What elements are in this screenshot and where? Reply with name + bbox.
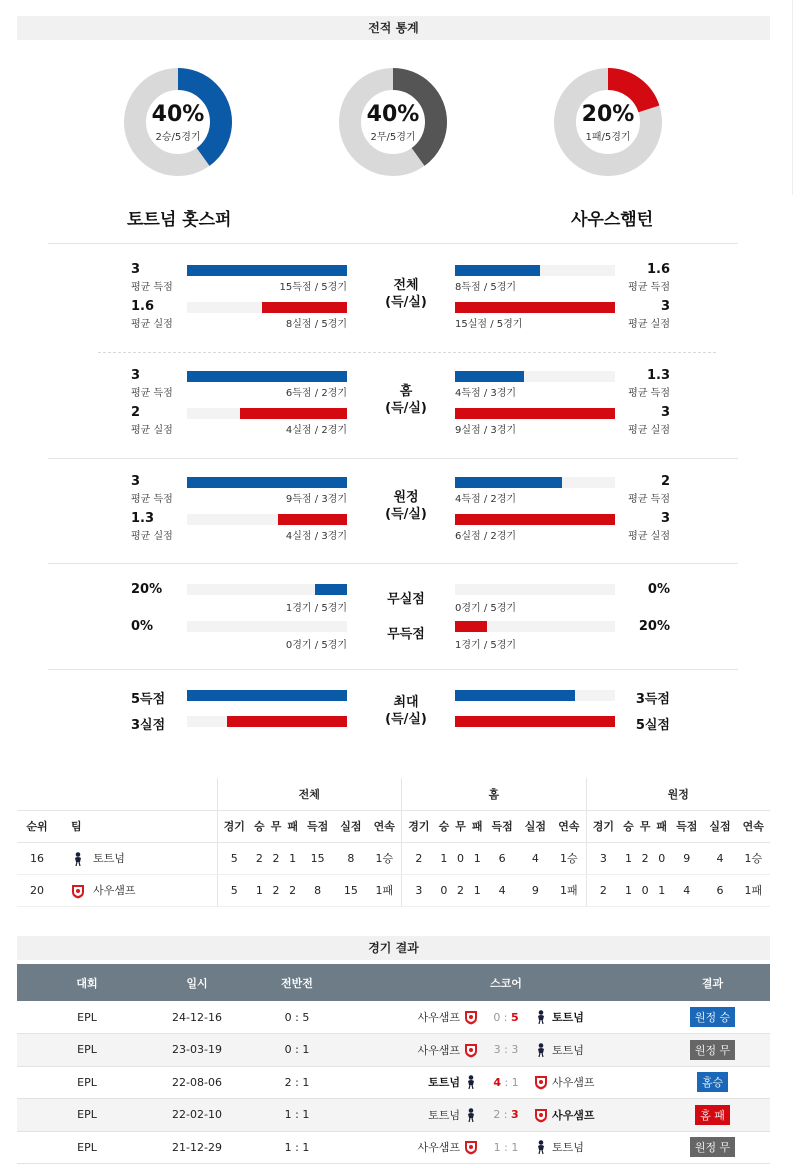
home-home-label: 평균 득점 [131, 388, 173, 399]
clean-home-caption: 1경기 / 5경기 [285, 603, 347, 614]
home-stat: 2 [402, 842, 436, 874]
away-home-label: 평균 득점 [131, 494, 173, 505]
clean-sheet-label: 무실점 [387, 592, 425, 607]
result-cell [655, 1099, 770, 1132]
group-away: 원정 [586, 778, 770, 810]
half-time-score: 1 : 1 [237, 1099, 357, 1132]
result-row [17, 1066, 770, 1099]
result-badge: 원정 승 [690, 1007, 735, 1027]
away-team-name: 사우스햄턴 [571, 210, 654, 230]
away-home-value: 1.3 [131, 511, 155, 526]
col-loss: 패 [469, 810, 486, 842]
home-stat: 3 [402, 874, 436, 906]
max-home-value: 5득점 [131, 692, 166, 707]
col-goals-for: 득점 [670, 810, 703, 842]
overall-label [368, 277, 444, 311]
overall-home-bar-track [187, 265, 347, 276]
spurs-crest-icon [530, 1042, 552, 1058]
half-time-score: 0 : 1 [237, 1034, 357, 1067]
score [357, 1107, 655, 1123]
result-badge: 홈승 [697, 1072, 728, 1092]
away-home-bar-track [187, 514, 347, 525]
draw-pct: 40% [366, 102, 420, 127]
col-goals-against: 실점 [703, 810, 736, 842]
rank: 20 [17, 874, 57, 906]
overall-stat: 2 [268, 842, 285, 874]
away-stat: 0 [637, 874, 654, 906]
away-stat: 1 [620, 842, 637, 874]
divider [98, 352, 716, 353]
overall-home-bar-fill [187, 265, 347, 276]
overall-home-value: 1.6 [131, 299, 155, 314]
away-team: 토트넘 [552, 1043, 584, 1057]
away-home-value: 3 [131, 474, 141, 489]
away-stat: 6 [703, 874, 736, 906]
away-stat: 1 [620, 874, 637, 906]
away-stat: 3 [586, 842, 620, 874]
score-cell [357, 1099, 655, 1132]
clean-away-caption: 0경기 / 5경기 [455, 603, 517, 614]
overall-home-caption: 15득점 / 5경기 [279, 282, 347, 293]
record-heading: 전적 통계 [17, 16, 770, 40]
win-donut [124, 68, 232, 176]
home-home-value: 2 [131, 405, 141, 420]
away-goals: 3 [511, 1108, 519, 1122]
overall-home-caption: 8실점 / 5경기 [285, 319, 347, 330]
clean-home-bar-fill [315, 584, 347, 595]
col-draw: 무 [268, 810, 285, 842]
full-time-score: 2 : 3 [493, 1108, 519, 1122]
home-label-line: (득/실) [385, 401, 427, 416]
overall-stat: 1패 [368, 874, 402, 906]
score [357, 1042, 655, 1058]
max-home-bar-fill [227, 716, 347, 727]
col-date: 일시 [157, 964, 237, 1001]
clean-away-bar-track [455, 584, 615, 595]
overall-home-label: 평균 실점 [131, 319, 173, 330]
clean-away-bar-fill [455, 621, 487, 632]
overall-stat: 8 [334, 842, 367, 874]
saints-crest-icon [460, 1139, 482, 1155]
team-cell[interactable] [57, 874, 217, 906]
standings-table [17, 778, 770, 907]
max-label-line: 최대 [393, 695, 419, 710]
away-goals: 3 [511, 1043, 519, 1057]
col-goals-against: 실점 [519, 810, 552, 842]
overall-away-bar-fill [455, 265, 540, 276]
col-goals-against: 실점 [334, 810, 367, 842]
home-team-name: 토트넘 홋스퍼 [127, 210, 232, 230]
max-home-value: 3실점 [131, 718, 166, 733]
result-row [17, 1131, 770, 1164]
spurs-crest-icon [530, 1139, 552, 1155]
match-date: 22-08-06 [157, 1066, 237, 1099]
loss-donut [554, 68, 662, 176]
home-team: 사우샘프 [417, 1141, 460, 1155]
away-home-label: 평균 실점 [131, 531, 173, 542]
home-away-bar-track [455, 371, 615, 382]
max-label-line: (득/실) [385, 712, 427, 727]
half-time-score: 1 : 1 [237, 1131, 357, 1164]
score [357, 1139, 655, 1155]
overall-home-bar-track [187, 302, 347, 313]
result-cell [655, 1001, 770, 1034]
score-cell [357, 1001, 655, 1034]
away-away-value: 3 [660, 511, 670, 526]
home-stat: 0 [436, 874, 453, 906]
col-half: 전반전 [237, 964, 357, 1001]
home-stat: 0 [452, 842, 469, 874]
home-goals: 2 [493, 1108, 501, 1122]
home-home-caption: 4실점 / 2경기 [285, 425, 347, 436]
home-home-bar-track [187, 371, 347, 382]
col-streak: 연속 [552, 810, 586, 842]
league: EPL [17, 1131, 157, 1164]
col-draw: 무 [452, 810, 469, 842]
home-goals: 3 [493, 1043, 501, 1057]
failed-to-score-label: 무득점 [387, 627, 425, 642]
score-cell [357, 1034, 655, 1067]
divider [48, 563, 738, 564]
clean-away-bar-track [455, 621, 615, 632]
home-stat: 1 [469, 842, 486, 874]
home-stat: 4 [486, 874, 519, 906]
away-label-line: (득/실) [385, 507, 427, 522]
saints-crest-icon [71, 883, 85, 899]
max-label [368, 694, 444, 728]
results-table [17, 964, 770, 1164]
league: EPL [17, 1034, 157, 1067]
half-time-score: 0 : 5 [237, 1001, 357, 1034]
score-cell [357, 1131, 655, 1164]
home-stat: 9 [519, 874, 552, 906]
rank: 16 [17, 842, 57, 874]
home-home-caption: 6득점 / 2경기 [285, 388, 347, 399]
col-goals-for: 득점 [486, 810, 519, 842]
away-label-line: 원정 [393, 490, 419, 505]
away-away-label: 평균 득점 [628, 494, 670, 505]
match-date: 21-12-29 [157, 1131, 237, 1164]
overall-away-bar-fill [455, 302, 615, 313]
max-home-bar-track [187, 716, 347, 727]
max-away-bar-fill [455, 690, 575, 701]
col-streak: 연속 [737, 810, 770, 842]
away-stat: 1승 [737, 842, 770, 874]
scrollbar[interactable] [792, 0, 800, 195]
draw-count: 2무/5경기 [370, 132, 416, 143]
home-home-bar-track [187, 408, 347, 419]
full-time-score: 3 : 3 [493, 1043, 519, 1057]
home-stat: 1패 [552, 874, 586, 906]
standings-row [17, 842, 770, 874]
max-away-value: 3득점 [635, 692, 670, 707]
home-stat: 1 [469, 874, 486, 906]
away-stat: 1패 [737, 874, 770, 906]
spurs-crest-icon [530, 1009, 552, 1025]
home-stat: 1 [436, 842, 453, 874]
home-home-bar-fill [240, 408, 347, 419]
match-date: 22-02-10 [157, 1099, 237, 1132]
result-cell [655, 1034, 770, 1067]
home-goals: 0 [493, 1010, 501, 1024]
spurs-crest-icon [71, 851, 85, 867]
col-league: 대회 [17, 964, 157, 1001]
home-team: 사우샘프 [417, 1043, 460, 1057]
clean-home-caption: 0경기 / 5경기 [285, 640, 347, 651]
match-date: 24-12-16 [157, 1001, 237, 1034]
standings-row [17, 874, 770, 906]
col-score: 스코어 [357, 964, 655, 1001]
away-stat: 4 [703, 842, 736, 874]
result-row [17, 1001, 770, 1034]
col-streak: 연속 [368, 810, 402, 842]
away-team: 토트넘 [552, 1141, 584, 1155]
clean-home-bar-track [187, 584, 347, 595]
away-away-label: 평균 실점 [628, 531, 670, 542]
results-heading: 경기 결과 [17, 936, 770, 960]
win-count: 2승/5경기 [155, 132, 201, 143]
away-away-bar-fill [455, 477, 562, 488]
col-games: 경기 [402, 810, 436, 842]
result-badge: 홈 패 [695, 1105, 730, 1125]
col-draw: 무 [637, 810, 654, 842]
home-team: 토트넘 [428, 1108, 460, 1122]
clean-away-value: 0% [647, 582, 670, 597]
home-away-value: 1.3 [646, 368, 670, 383]
overall-stat: 1승 [368, 842, 402, 874]
home-home-label: 평균 실점 [131, 425, 173, 436]
col-loss: 패 [653, 810, 670, 842]
home-home-value: 3 [131, 368, 141, 383]
overall-stat: 5 [217, 874, 251, 906]
result-row [17, 1099, 770, 1132]
overall-stat: 15 [334, 874, 367, 906]
away-away-caption: 4득점 / 2경기 [455, 494, 517, 505]
overall-home-label: 평균 득점 [131, 282, 173, 293]
col-goals-for: 득점 [301, 810, 334, 842]
half-time-score: 2 : 1 [237, 1066, 357, 1099]
overall-home-value: 3 [131, 262, 141, 277]
full-time-score: 0 : 5 [493, 1010, 519, 1024]
league: EPL [17, 1099, 157, 1132]
home-stat: 1승 [552, 842, 586, 874]
overall-stat: 1 [251, 874, 268, 906]
overall-stat: 15 [301, 842, 334, 874]
overall-label-line: (득/실) [385, 295, 427, 310]
divider [48, 458, 738, 459]
away-stat: 2 [586, 874, 620, 906]
away-stat: 9 [670, 842, 703, 874]
away-stat: 1 [653, 874, 670, 906]
home-away-label: 평균 실점 [628, 425, 670, 436]
divider [48, 243, 738, 244]
home-team: 사우샘프 [417, 1011, 460, 1024]
col-team: 팀 [57, 810, 217, 842]
home-away-bar-track [455, 408, 615, 419]
overall-away-label: 평균 실점 [628, 319, 670, 330]
overall-stat: 2 [251, 842, 268, 874]
away-label [368, 489, 444, 523]
col-result: 결과 [655, 964, 770, 1001]
saints-crest-icon [530, 1107, 552, 1123]
group-home: 홈 [402, 778, 587, 810]
score [357, 1009, 655, 1025]
overall-away-bar-track [455, 302, 615, 313]
home-stat: 2 [452, 874, 469, 906]
away-away-bar-fill [455, 514, 615, 525]
col-loss: 패 [284, 810, 301, 842]
home-stat: 4 [519, 842, 552, 874]
home-away-bar-fill [455, 371, 524, 382]
overall-away-bar-track [455, 265, 615, 276]
away-home-bar-fill [278, 514, 347, 525]
team-cell[interactable] [57, 842, 217, 874]
draw-donut [339, 68, 447, 176]
max-away-bar-track [455, 690, 615, 701]
home-away-bar-fill [455, 408, 615, 419]
result-cell [655, 1066, 770, 1099]
col-win: 승 [620, 810, 637, 842]
home-away-caption: 9실점 / 3경기 [455, 425, 517, 436]
saints-crest-icon [530, 1074, 552, 1090]
overall-away-label: 평균 득점 [628, 282, 670, 293]
saints-crest-icon [460, 1009, 482, 1025]
overall-stat: 2 [284, 874, 301, 906]
group-overall: 전체 [217, 778, 402, 810]
team-name: 사우샘프 [93, 883, 136, 897]
score [357, 1074, 655, 1090]
away-away-value: 2 [660, 474, 670, 489]
away-team: 토트넘 [552, 1011, 584, 1024]
max-away-bar-fill [455, 716, 615, 727]
clean-away-value: 20% [638, 619, 670, 634]
home-away-label: 평균 득점 [628, 388, 670, 399]
max-away-bar-track [455, 716, 615, 727]
away-stat: 0 [653, 842, 670, 874]
saints-crest-icon [460, 1042, 482, 1058]
win-pct: 40% [151, 102, 205, 127]
match-date: 23-03-19 [157, 1034, 237, 1067]
home-home-bar-fill [187, 371, 347, 382]
home-label [368, 383, 444, 417]
overall-away-caption: 15실점 / 5경기 [455, 319, 523, 330]
overall-away-value: 3 [660, 299, 670, 314]
max-away-value: 5실점 [635, 718, 670, 733]
spurs-crest-icon [460, 1107, 482, 1123]
clean-home-bar-track [187, 621, 347, 632]
full-time-score: 4 : 1 [493, 1075, 519, 1089]
col-games: 경기 [217, 810, 251, 842]
clean-home-value: 20% [131, 582, 163, 597]
overall-home-bar-fill [262, 302, 347, 313]
overall-stat: 1 [284, 842, 301, 874]
col-win: 승 [436, 810, 453, 842]
home-away-caption: 4득점 / 3경기 [455, 388, 517, 399]
home-stat: 6 [486, 842, 519, 874]
away-goals: 1 [511, 1075, 519, 1089]
home-goals: 4 [493, 1075, 501, 1089]
overall-away-caption: 8득점 / 5경기 [455, 282, 517, 293]
col-rank: 순위 [17, 810, 57, 842]
score-cell [357, 1066, 655, 1099]
overall-stat: 5 [217, 842, 251, 874]
standings-header [17, 810, 770, 842]
result-cell [655, 1131, 770, 1164]
overall-label-line: 전체 [393, 278, 419, 293]
league: EPL [17, 1066, 157, 1099]
away-team: 사우샘프 [552, 1076, 595, 1090]
result-row [17, 1034, 770, 1067]
col-games: 경기 [586, 810, 620, 842]
away-home-bar-track [187, 477, 347, 488]
divider [48, 669, 738, 670]
loss-pct: 20% [581, 102, 635, 127]
full-time-score: 1 : 1 [493, 1140, 519, 1154]
max-home-bar-fill [187, 690, 347, 701]
away-away-bar-track [455, 477, 615, 488]
home-team: 토트넘 [428, 1076, 460, 1090]
away-home-caption: 4실점 / 3경기 [285, 531, 347, 542]
home-goals: 1 [493, 1140, 501, 1154]
clean-away-caption: 1경기 / 5경기 [455, 640, 517, 651]
result-badge: 원정 무 [690, 1040, 735, 1060]
home-label-line: 홈 [399, 384, 413, 399]
spurs-crest-icon [460, 1074, 482, 1090]
loss-count: 1패/5경기 [585, 132, 631, 143]
away-team: 사우샘프 [552, 1108, 595, 1122]
league: EPL [17, 1001, 157, 1034]
away-away-caption: 6실점 / 2경기 [455, 531, 517, 542]
overall-stat: 2 [268, 874, 285, 906]
overall-stat: 8 [301, 874, 334, 906]
away-stat: 2 [637, 842, 654, 874]
home-away-value: 3 [660, 405, 670, 420]
away-goals: 1 [511, 1140, 519, 1154]
result-badge: 원정 무 [690, 1137, 735, 1157]
team-name: 토트넘 [93, 851, 125, 865]
overall-away-value: 1.6 [646, 262, 670, 277]
away-stat: 4 [670, 874, 703, 906]
away-goals: 5 [511, 1010, 519, 1024]
away-away-bar-track [455, 514, 615, 525]
away-home-caption: 9득점 / 3경기 [285, 494, 347, 505]
max-home-bar-track [187, 690, 347, 701]
away-home-bar-fill [187, 477, 347, 488]
clean-home-value: 0% [131, 619, 154, 634]
col-win: 승 [251, 810, 268, 842]
